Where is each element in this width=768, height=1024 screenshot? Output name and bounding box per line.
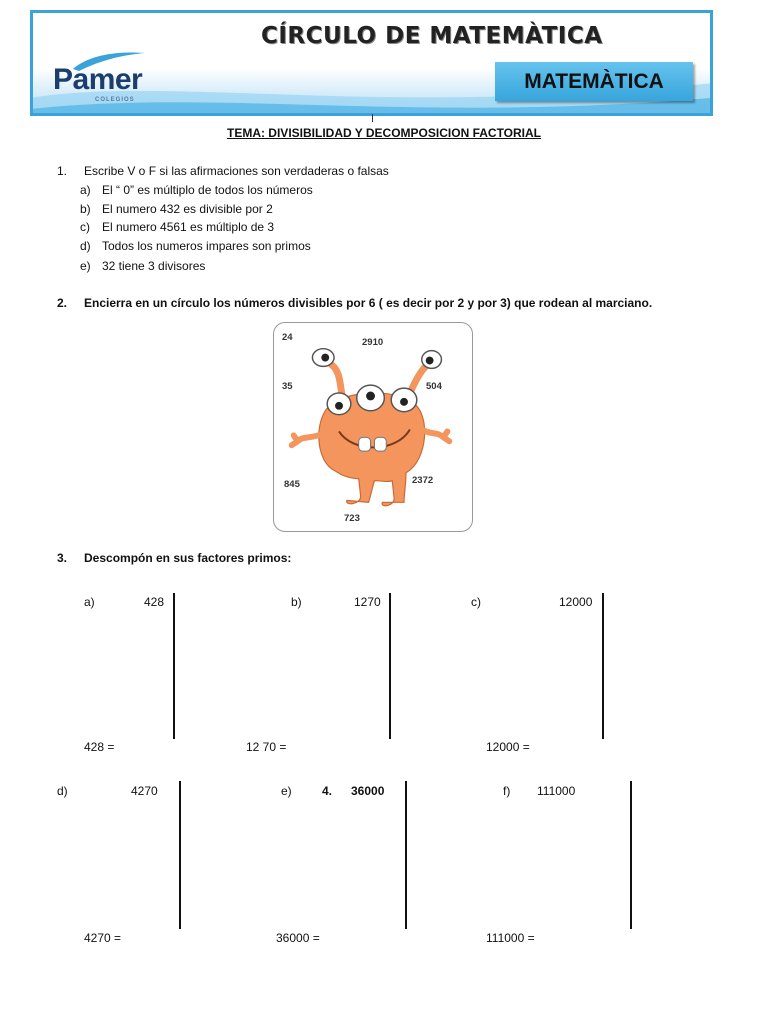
pamer-logo xyxy=(51,49,171,109)
martian-number: 24 xyxy=(282,332,293,343)
martian-number: 2910 xyxy=(362,337,384,348)
problem-value: 4270 xyxy=(131,784,158,798)
problem-label: a) xyxy=(84,595,95,609)
division-line xyxy=(630,781,632,929)
problem-value: 111000 xyxy=(537,784,576,798)
q1-item-label: c) xyxy=(80,220,90,234)
problem-result: 428 = xyxy=(84,740,115,754)
martian-number: 2372 xyxy=(412,475,434,486)
q1-item-text: El “ 0” es múltiplo de todos los números xyxy=(102,183,313,197)
problem-label: c) xyxy=(471,595,481,609)
q1-item-text: El numero 4561 es múltiplo de 3 xyxy=(102,220,275,234)
martian-number: 845 xyxy=(284,479,300,490)
q1-item-label: e) xyxy=(80,259,91,273)
problem-result: 12000 = xyxy=(486,740,530,754)
q2-prompt: Encierra en un círculo los números divisibles por 6 ( es decir por 2 y por 3) que rodean al marciano. xyxy=(84,296,653,310)
problem-label: f) xyxy=(503,784,511,798)
problem-label: e) xyxy=(281,784,292,798)
martian-illustration xyxy=(274,323,471,530)
topic-heading: TEMA: DIVISIBILIDAD Y DECOMPOSICION FACTORIAL xyxy=(226,126,542,140)
problem-result: 111000 = xyxy=(486,931,535,945)
problem-value: 428 xyxy=(144,595,165,609)
q1-item-text: Todos los numeros impares son primos xyxy=(102,239,311,253)
q3-prompt: Descompón en sus factores primos: xyxy=(84,551,292,565)
header-banner xyxy=(30,10,713,116)
q1-item-label: b) xyxy=(80,202,91,216)
q1-item-label: d) xyxy=(80,239,91,253)
martian-number: 35 xyxy=(282,381,293,392)
problem-result: 36000 = xyxy=(276,931,320,945)
problem-label: b) xyxy=(291,595,302,609)
martian-number: 504 xyxy=(426,381,442,392)
q2-number: 2. xyxy=(57,296,68,310)
division-line xyxy=(179,781,181,929)
divider-tick xyxy=(372,114,373,122)
q1-item-label: a) xyxy=(80,183,91,197)
problem-label: d) xyxy=(57,784,68,798)
problem-value: 12000 xyxy=(559,595,593,609)
problem-extra-number: 4. xyxy=(322,784,333,798)
subject-badge: MATEMÀTICA xyxy=(495,62,693,101)
division-line xyxy=(389,593,391,739)
page-title: CÍRCULO DE MATEMÀTICA xyxy=(261,23,603,49)
q1-item-text: 32 tiene 3 divisores xyxy=(102,259,206,273)
q1-prompt: Escribe V o F si las afirmaciones son verdaderas o falsas xyxy=(84,164,389,178)
martian-picture xyxy=(273,322,473,532)
problem-value: 1270 xyxy=(354,595,381,609)
logo-name: Pamer xyxy=(53,63,143,96)
logo-subtitle: COLEGIOS xyxy=(95,97,135,103)
q1-number: 1. xyxy=(57,164,68,178)
q3-number: 3. xyxy=(57,551,68,565)
problem-result: 12 70 = xyxy=(246,740,287,754)
problem-result: 4270 = xyxy=(84,931,122,945)
division-line xyxy=(405,781,407,929)
q1-item-text: El numero 432 es divisible por 2 xyxy=(102,202,273,216)
problem-value: 36000 xyxy=(351,784,385,798)
division-line xyxy=(173,593,175,739)
martian-number: 723 xyxy=(344,513,360,524)
division-line xyxy=(602,593,604,739)
